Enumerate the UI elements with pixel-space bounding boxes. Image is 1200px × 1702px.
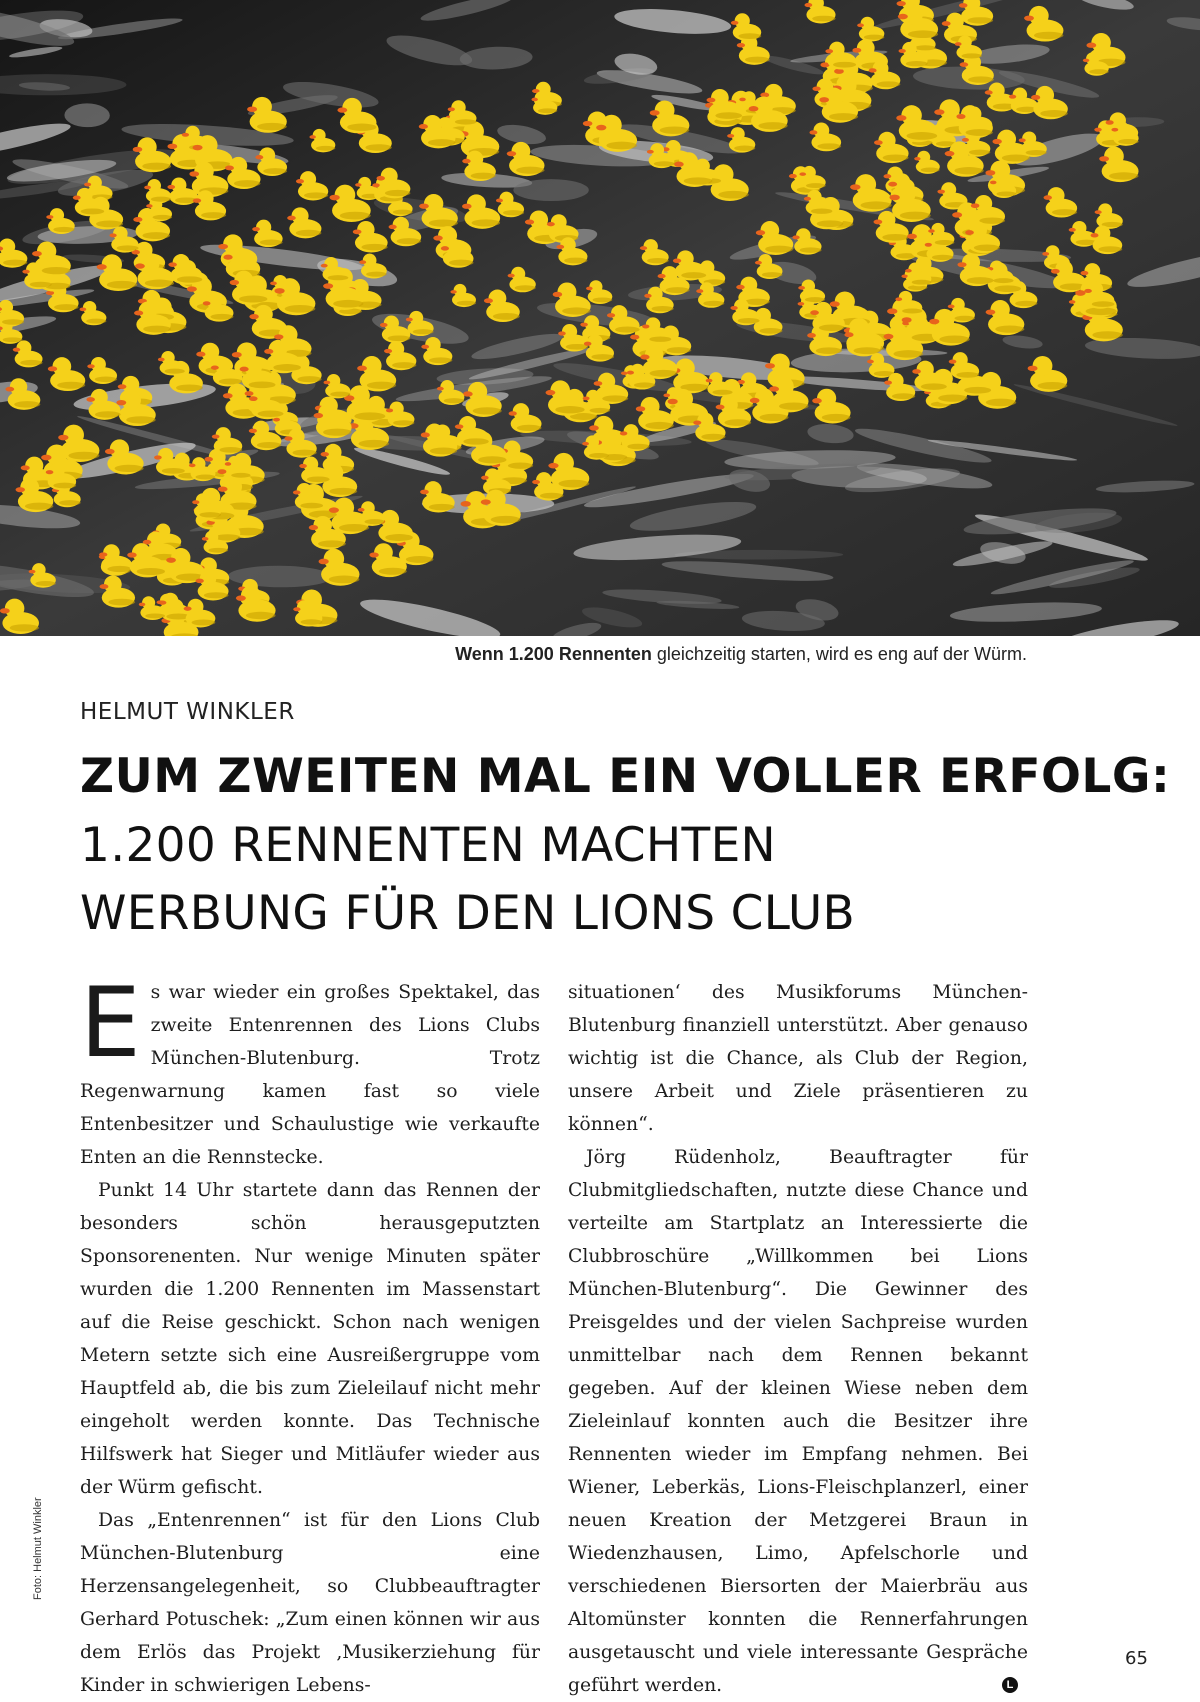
drop-cap: E bbox=[80, 967, 141, 1079]
paragraph-5-text: Jörg Rüdenholz, Beauftragter für Clubmitgliedschaften, nutzte diese Chance und verteilte am Startplatz an Interessierte die Clubbroschüre „Willkommen bei Lions München-Blutenburg“. Die Gewinner des Preisgeldes und der vielen Sachpreise wurden unmittelbar nach dem Rennen bekannt gegeben. Auf der kleinen Wiese neben dem Zieleinlauf konnten auch die Besitzer ihre Rennenten wieder im Empfang nehmen. Bei Wiener, Leberkäs, Lions-Fleischplanzerl, einer neuen Kreation der Metzgerei Braun in Wiedenzhausen, Limo, Apfelschorle und verschiedenen Biersorten der Maierbräu aus Altomünster konnten die Rennerfahrungen ausgetauscht und viele interessante Gespräche geführt werden. bbox=[568, 1147, 1028, 1696]
subtitle-line-1: 1.200 RENNENTEN MACHTEN bbox=[80, 818, 777, 873]
paragraph-2: Punkt 14 Uhr startete dann das Rennen der besonders schön herausgeputzten Sponsorenenten. Nur wenige Minuten später wurden die 1.200 Rennenten im Massenstart auf die Reise geschickt. Schon nach wenigen Metern setzte sich eine Ausreißergruppe vom Hauptfeld ab, die bis zum Zieleilauf nicht mehr eingeholt werden konnte. Das Technische Hilfswerk hat Sieger und Mitläufer wieder aus der Würm gefischt. bbox=[80, 1180, 540, 1498]
article-column-1 bbox=[80, 967, 540, 1702]
page-number: 65 bbox=[1125, 1648, 1148, 1669]
caption-bold: Wenn 1.200 Rennenten bbox=[455, 644, 652, 664]
photo-credit: Foto: Helmut Winkler bbox=[32, 1497, 44, 1600]
paragraph-3: Das „Entenrennen“ ist für den Lions Club München-Blutenburg eine Herzensangelegenheit, so Clubbeauftragter Gerhard Potuschek: „Zum einen können wir aus dem Erlös das Projekt ‚Musikerziehung für Kinder in schwierigen Lebens- bbox=[80, 1510, 540, 1696]
subtitle-line-2: WERBUNG FÜR DEN LIONS CLUB bbox=[80, 886, 856, 941]
rubber-ducks-photo bbox=[0, 0, 1200, 636]
headline-subtitle bbox=[80, 812, 855, 948]
author-name: HELMUT WINKLER bbox=[80, 699, 295, 725]
paragraph-1 bbox=[80, 967, 540, 1174]
paragraph-5 bbox=[568, 1141, 1028, 1702]
lions-end-icon: L bbox=[1002, 1677, 1018, 1693]
photo-caption bbox=[455, 644, 1027, 665]
article-column-2 bbox=[568, 976, 1028, 1702]
caption-text: gleichzeitig starten, wird es eng auf der Würm. bbox=[651, 644, 1027, 664]
paragraph-4: situationen‘ des Musikforums München-Blutenburg finanziell unterstützt. Aber genauso wichtig ist die Chance, als Club der Region, unsere Arbeit und Ziele präsentieren zu können“. bbox=[568, 982, 1028, 1135]
paragraph-1-text: s war wieder ein großes Spektakel, das zweite Entenrennen des Lions Clubs München-Blutenburg. Trotz Regenwarnung kamen fast so viele Entenbesitzer und Schaulustige wie verkaufte Enten an die Rennstecke. bbox=[80, 982, 540, 1168]
headline-title: ZUM ZWEITEN MAL EIN VOLLER ERFOLG: bbox=[80, 749, 1171, 804]
